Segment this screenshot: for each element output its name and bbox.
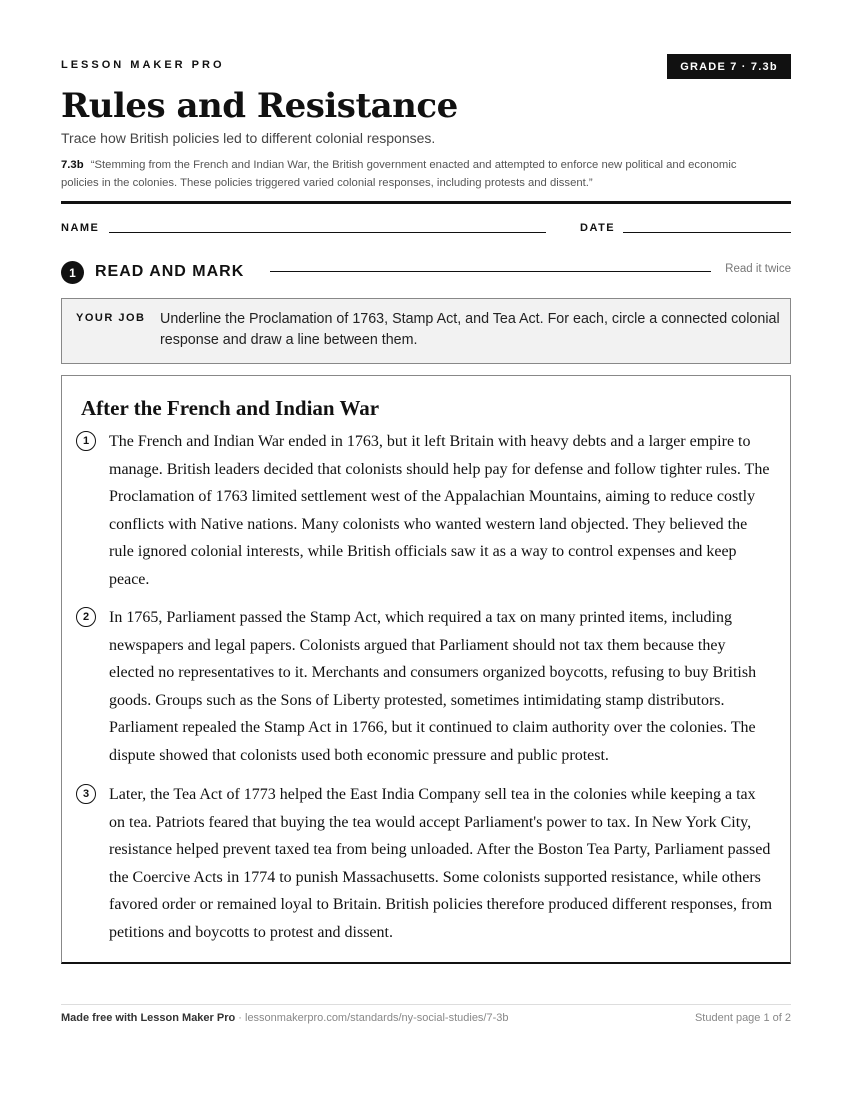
section-number-badge: 1 (61, 261, 84, 284)
reading-title: After the French and Indian War (81, 396, 380, 420)
reading-passage (61, 375, 791, 964)
section-note: Read it twice (725, 263, 791, 275)
footer-credit (61, 1012, 509, 1024)
name-label: NAME (61, 222, 100, 234)
paragraph-number: 2 (76, 607, 96, 627)
section-title: READ AND MARK (95, 263, 245, 280)
paragraph-number: 3 (76, 784, 96, 804)
paragraph-3: Later, the Tea Act of 1773 helped the East India Company sell tea in the colonies while keeping a tax on tea. Patriots feared that buying the tea would accept Parliament's power to tax. In New York City, resistance helped prevent taxed tea from being unloaded. After the Boston Tea Party, Parliament passed the Coercive Acts in 1774 to punish Massachusetts. Some colonists supported resistance, while others favored order or remained loyal to Britain. British policies therefore produced different responses, from petitions and boycotts to protest and dissent. (109, 786, 773, 941)
page-title: Rules and Resistance (61, 86, 458, 126)
standard-text: “Stemming from the French and Indian War, the British government enacted and attempted to enforce new political and economic policies in the colonies. These policies triggered varied colonial responses, including protests and dissent.” (61, 159, 737, 189)
header-divider (61, 201, 791, 204)
name-field[interactable] (109, 232, 546, 233)
footer-separator: · (235, 1012, 245, 1024)
your-job-box (61, 298, 791, 364)
footer-url[interactable]: lessonmakerpro.com/standards/ny-social-studies/7-3b (245, 1012, 509, 1024)
your-job-label: YOUR JOB (76, 312, 146, 324)
your-job-text: Underline the Proclamation of 1763, Stamp Act, and Tea Act. For each, circle a connected colonial response and draw a line between them. (160, 311, 780, 348)
page-subtitle: Trace how British policies led to different colonial responses. (61, 130, 436, 146)
paragraph-2: In 1765, Parliament passed the Stamp Act, which required a tax on many printed items, including newspapers and legal papers. Colonists argued that Parliament should not tax them because they elected no representatives to it. Merchants and consumers organized boycotts, refusing to buy British goods. Groups such as the Sons of Liberty protested, sometimes intimidating stamp distributors. Parliament repealed the Stamp Act in 1766, but it continued to claim authority over the colonies. The dispute showed that colonists used both economic pressure and public protest. (109, 609, 757, 764)
standard-code: 7.3b (61, 159, 84, 171)
paragraph-1: The French and Indian War ended in 1763, but it left Britain with heavy debts and a larger empire to manage. British leaders decided that colonists should help pay for defense and follow tighter rules. The Proclamation of 1763 limited settlement west of the Appalachian Mountains, aiming to reduce costly conflicts with Native nations. Many colonists who wanted western land objected. They believed the rule ignored colonial interests, while British officials saw it as a way to control expenses and keep peace. (109, 433, 770, 588)
footer-divider (61, 1004, 791, 1005)
footer-made-with: Made free with Lesson Maker Pro (61, 1012, 236, 1024)
footer-page-info: Student page 1 of 2 (694, 1012, 791, 1024)
standard-statement (61, 156, 761, 192)
paragraph-number: 1 (76, 431, 96, 451)
date-field[interactable] (623, 232, 791, 233)
worksheet-page (61, 0, 791, 1100)
section-divider (270, 271, 711, 272)
date-label: DATE (580, 222, 616, 234)
grade-badge: GRADE 7 · 7.3b (667, 54, 791, 79)
brand-name: LESSON MAKER PRO (61, 59, 225, 71)
